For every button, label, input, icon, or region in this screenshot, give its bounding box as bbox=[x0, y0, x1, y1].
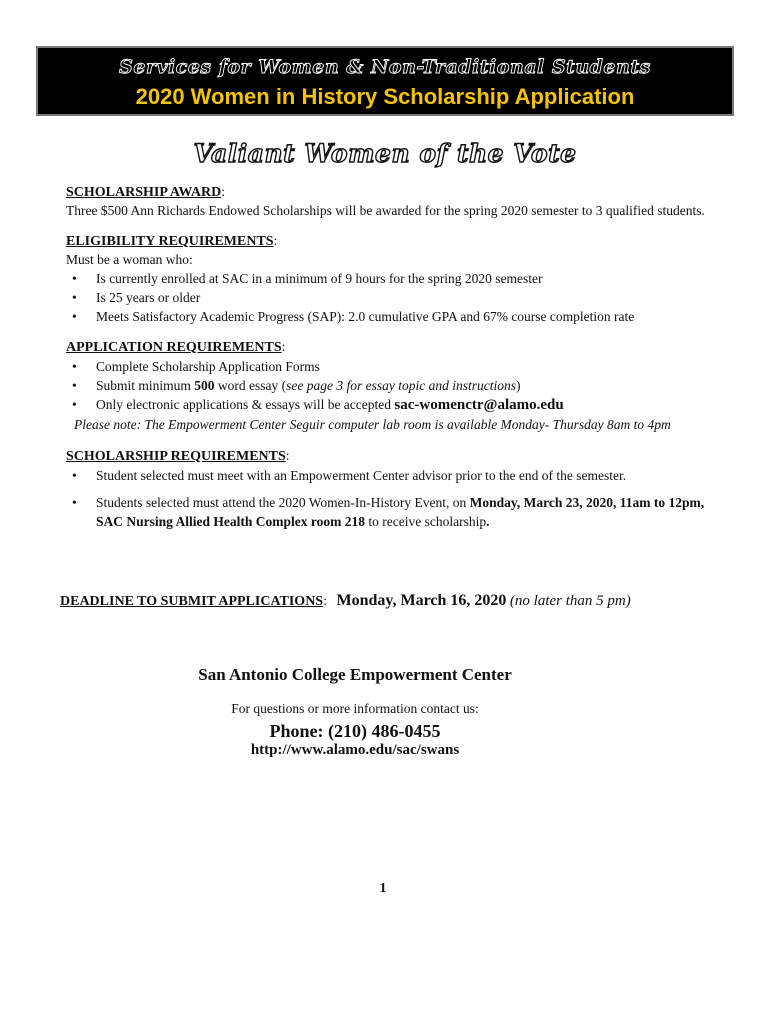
deadline-time-note: (no later than 5 pm) bbox=[509, 593, 631, 609]
bullet-icon: • bbox=[72, 397, 77, 412]
essay-text-middle: word essay ( bbox=[214, 378, 287, 393]
document-body bbox=[66, 183, 726, 543]
bullet-icon: • bbox=[72, 468, 77, 483]
award-section bbox=[66, 183, 726, 220]
contact-phone: Phone: (210) 486-0455 bbox=[269, 721, 441, 741]
award-text: Three $500 Ann Richards Endowed Scholarships will be awarded for the spring 2020 semester to 3 qualified students. bbox=[66, 203, 705, 218]
bullet-icon: • bbox=[72, 290, 77, 305]
deadline-line bbox=[60, 589, 760, 614]
scholarship-requirements-section bbox=[66, 447, 726, 531]
eligibility-item-text: Meets Satisfactory Academic Progress (SAP): 2.0 cumulative GPA and 67% course completion rate bbox=[96, 309, 635, 324]
header-banner bbox=[36, 46, 734, 116]
contact-prompt: For questions or more information contact us: bbox=[231, 701, 479, 716]
list-item bbox=[66, 307, 726, 326]
submission-email[interactable]: sac-womenctr@alamo.edu bbox=[394, 397, 564, 413]
eligibility-item-text: Is currently enrolled at SAC in a minimum of 9 hours for the spring 2020 semester bbox=[96, 271, 543, 286]
eligibility-section bbox=[66, 232, 726, 326]
list-item bbox=[66, 357, 726, 376]
award-heading-colon: : bbox=[221, 184, 225, 199]
list-item bbox=[66, 269, 726, 288]
award-heading-text: SCHOLARSHIP AWARD bbox=[66, 185, 222, 200]
application-section bbox=[66, 338, 726, 435]
bullet-icon: • bbox=[72, 359, 77, 374]
scholarship-req-list bbox=[66, 466, 726, 531]
event-text-start: Students selected must attend the 2020 Women-In-History Event, on bbox=[96, 495, 470, 510]
essay-word-count: 500 bbox=[194, 378, 215, 393]
bullet-icon: • bbox=[72, 271, 77, 286]
banner-program-name: Services for Women & Non-Traditional Students bbox=[119, 56, 651, 78]
document-subtitle: Valiant Women of the Vote bbox=[193, 139, 577, 168]
list-item bbox=[66, 493, 726, 531]
list-item bbox=[66, 466, 726, 485]
essay-text-end: ) bbox=[515, 378, 521, 393]
eligibility-heading-text: ELIGIBILITY REQUIREMENTS bbox=[66, 234, 274, 249]
application-item-forms: Complete Scholarship Application Forms bbox=[96, 359, 320, 374]
essay-instructions-ref: see page 3 for essay topic and instructions bbox=[286, 378, 516, 393]
contact-website-link[interactable]: http://www.alamo.edu/sac/swans bbox=[250, 742, 460, 758]
deadline-colon: : bbox=[323, 594, 327, 609]
list-item bbox=[66, 376, 726, 395]
application-list bbox=[66, 357, 726, 415]
event-text-period: . bbox=[486, 514, 490, 529]
eligibility-list bbox=[66, 269, 726, 326]
eligibility-heading bbox=[66, 232, 726, 251]
application-heading bbox=[66, 338, 726, 357]
event-text-end: to receive scholarship bbox=[365, 514, 487, 529]
electronic-submission-text: Only electronic applications & essays will be accepted bbox=[96, 397, 395, 412]
bullet-icon: • bbox=[72, 378, 77, 393]
deadline-label: DEADLINE TO SUBMIT APPLICATIONS bbox=[60, 594, 324, 609]
eligibility-intro: Must be a woman who: bbox=[66, 252, 193, 267]
deadline-date: Monday, March 16, 2020 bbox=[336, 592, 507, 609]
application-heading-text: APPLICATION REQUIREMENTS bbox=[66, 340, 282, 355]
organization-name: San Antonio College Empowerment Center bbox=[198, 665, 512, 684]
computer-lab-note: Please note: The Empowerment Center Seguir computer lab room is available Monday- Thursday 8am to 4pm bbox=[74, 417, 671, 432]
list-item bbox=[66, 395, 726, 415]
bullet-icon: • bbox=[72, 309, 77, 324]
advisor-meeting-text: Student selected must meet with an Empowerment Center advisor prior to the end of the semester. bbox=[96, 468, 627, 483]
award-heading bbox=[66, 183, 726, 202]
essay-text-start: Submit minimum bbox=[96, 378, 195, 393]
scholarship-req-heading-text: SCHOLARSHIP REQUIREMENTS bbox=[66, 449, 286, 464]
eligibility-heading-colon: : bbox=[273, 233, 278, 248]
eligibility-item-text: Is 25 years or older bbox=[96, 290, 201, 305]
list-item bbox=[66, 288, 726, 307]
banner-title: 2020 Women in History Scholarship Application bbox=[135, 84, 635, 109]
bullet-icon: • bbox=[72, 495, 77, 510]
scholarship-req-heading bbox=[66, 447, 726, 466]
application-heading-colon: : bbox=[281, 339, 286, 354]
event-details: Monday, March 23, 2020, 11am to 12pm, SAC Nursing Allied Health Complex room 218 bbox=[96, 495, 705, 529]
page-number: 1 bbox=[379, 881, 387, 896]
scholarship-req-heading-colon: : bbox=[285, 448, 290, 463]
